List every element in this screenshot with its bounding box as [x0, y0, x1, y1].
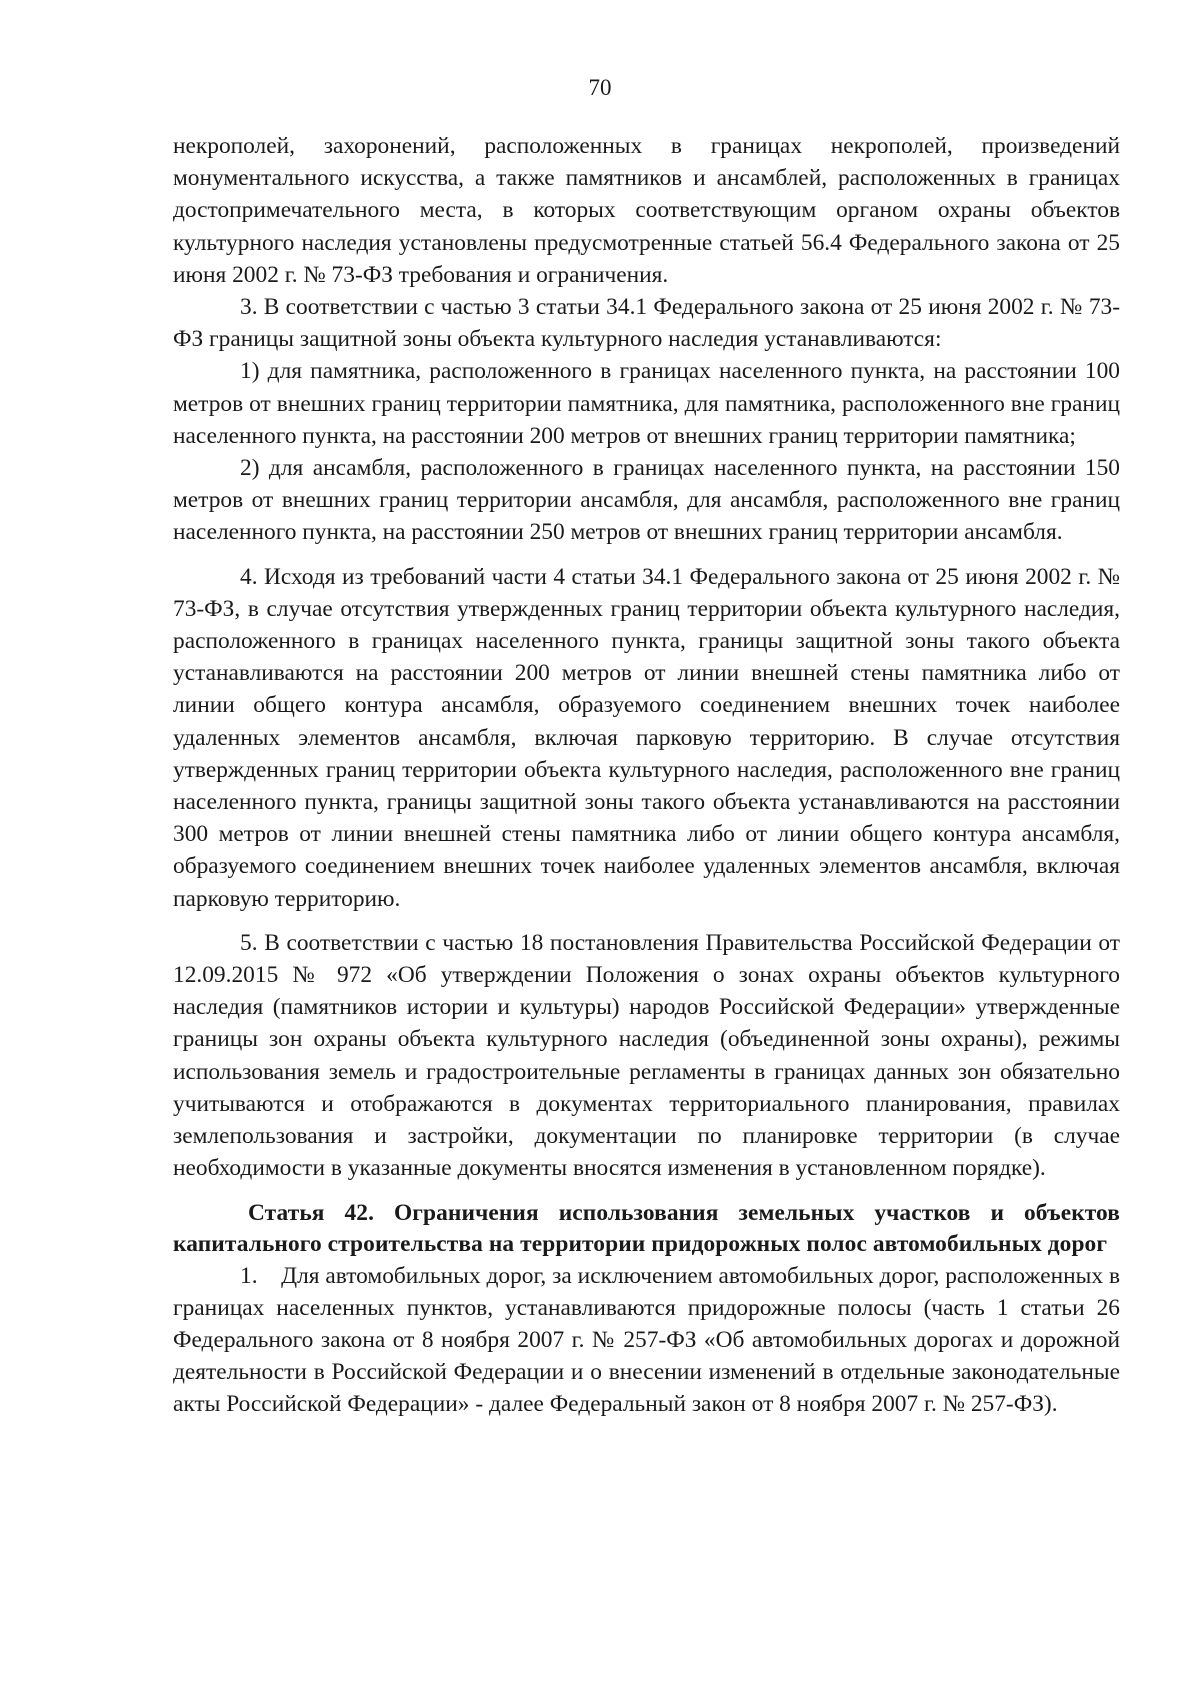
paragraph-subitem-2: 2) для ансамбля, расположенного в границах населенного пункта, на расстоянии 150 метров от внешних границ территории ансамбля, для ансамбля, расположенного вне границ населенного пункта, на расстоянии 250 метров от внешних границ территории ансамбля.	[173, 455, 1120, 546]
article-heading: Статья 42. Ограничения использования земельных участков и объектов капитального строительства на территории придорожных полос автомобильных дорог	[173, 1199, 1120, 1257]
paragraph-subitem-1: 1) для памятника, расположенного в границах населенного пункта, на расстоянии 100 метров от внешних границ территории памятника, для памятника, расположенного вне границ населенного пункта, на расстоянии 200 метров от внешних границ территории памятника;	[173, 358, 1120, 449]
paragraph-item-3: 3. В соответствии с частью 3 статьи 34.1 Федерального закона от 25 июня 2002 г. № 73-ФЗ границы защитной зоны объекта культурного наследия устанавливаются:	[173, 294, 1120, 353]
paragraph-item-5: 5. В соответствии с частью 18 постановления Правительства Российской Федерации от 12.09.2015 № 972 «Об утверждении Положения о зонах охраны объектов культурного наследия (памятников истории и культуры) народов Российской Федерации» утвержденные границы зон охраны объекта культурного наследия (объединенной зоны охраны), режимы использования земель и градостроительные регламенты в границах данных зон обязательно учитываются и отображаются в документах территориального планирования, правилах землепользования и застройки, документации по планировке территории (в случае необходимости в указанные документы вносятся изменения в установленном порядке).	[173, 929, 1120, 1182]
paragraph-continuation: некрополей, захоронений, расположенных в границах некрополей, произведений монументального искусства, а также памятников и ансамблей, расположенных в границах достопримечательного места, в которых соответствующим органом охраны объектов культурного наследия установлены предусмотренные статьей 56.4 Федерального закона от 25 июня 2002 г. № 73-ФЗ требования и ограничения.	[173, 133, 1120, 288]
paragraph-item-4: 4. Исходя из требований части 4 статьи 34.1 Федерального закона от 25 июня 2002 г. № 73-ФЗ, в случае отсутствия утвержденных границ территории объекта культурного наследия, расположенного в границах населенного пункта, границы защитной зоны такого объекта устанавливаются на расстоянии 200 метров от линии внешней стены памятника либо от линии общего контура ансамбля, образуемого соединением внешних точек наиболее удаленных элементов ансамбля, включая парковую территорию. В случае отсутствия утвержденных границ территории объекта культурного наследия, расположенного вне границ населенного пункта, границы защитной зоны такого объекта устанавливаются на расстоянии 300 метров от линии внешней стены памятника либо от линии общего контура ансамбля, образуемого соединением внешних точек наиболее удаленных элементов ансамбля, включая парковую территорию.	[173, 563, 1120, 912]
document-body	[173, 130, 1126, 1421]
paragraph-article-item-1: 1. Для автомобильных дорог, за исключением автомобильных дорог, расположенных в границах населенных пунктов, устанавливаются придорожные полосы (часть 1 статьи 26 Федерального закона от 8 ноября 2007 г. № 257-ФЗ «Об автомобильных дорогах и дорожной деятельности в Российской Федерации и о внесении изменений в отдельные законодательные акты Российской Федерации» - далее Федеральный закон от 8 ноября 2007 г. № 257-ФЗ).	[173, 1262, 1126, 1418]
page-number: 70	[588, 75, 612, 100]
